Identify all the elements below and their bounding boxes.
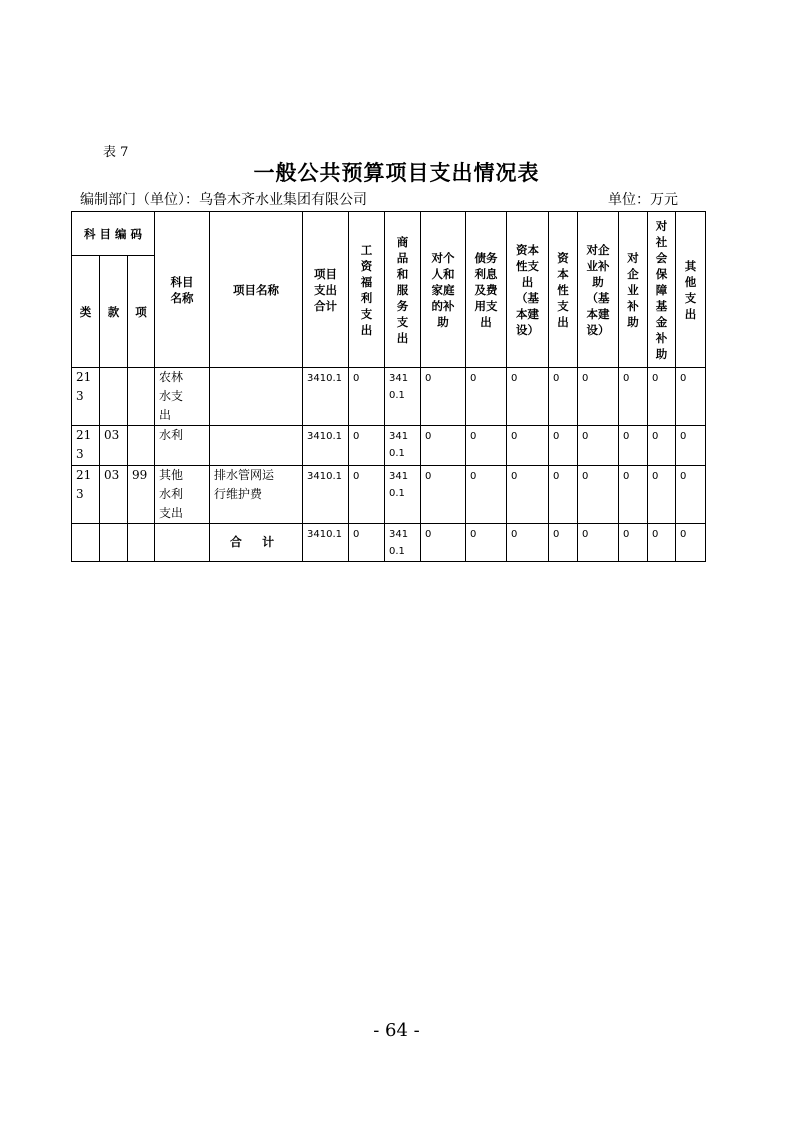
total-value-cell: 0 [648, 524, 676, 562]
total-value-cell: 0 [421, 524, 466, 562]
amount-header: 对社会保障基金补助 [648, 212, 676, 368]
value-cell: 0 [578, 368, 619, 426]
value-cell: 0 [349, 426, 385, 466]
value-cell: 0 [676, 466, 706, 524]
department-line: 编制部门（单位）：乌鲁木齐水业集团有限公司 [80, 192, 367, 208]
value-cell: 3410.1 [385, 426, 421, 466]
value-cell: 0 [648, 368, 676, 426]
subject-cell: 其他水利支出 [155, 466, 210, 524]
table-row [72, 426, 706, 466]
value-cell: 0 [549, 368, 578, 426]
value-cell: 0 [676, 426, 706, 466]
table-label: 表 7 [103, 145, 129, 160]
code-lei-cell: 213 [72, 426, 100, 466]
amount-header: 项目支出合计 [303, 212, 349, 368]
code-xiang-header: 项 [128, 256, 155, 368]
total-value-cell: 0 [549, 524, 578, 562]
total-value-cell: 0 [676, 524, 706, 562]
value-cell: 0 [578, 466, 619, 524]
total-label: 合 计 [210, 524, 303, 562]
value-cell: 0 [648, 426, 676, 466]
project-cell: 排水管网运行维护费 [210, 466, 303, 524]
amount-header: 其他支出 [676, 212, 706, 368]
value-cell: 0 [421, 368, 466, 426]
total-value-cell: 0 [619, 524, 648, 562]
amount-header: 债务利息及费用支出 [466, 212, 507, 368]
total-value-cell: 0 [349, 524, 385, 562]
value-cell: 0 [349, 466, 385, 524]
total-value-cell: 0 [507, 524, 549, 562]
value-cell: 0 [676, 368, 706, 426]
value-cell: 3410.1 [303, 368, 349, 426]
amount-header: 对个人和家庭的补助 [421, 212, 466, 368]
code-lei-cell: 213 [72, 368, 100, 426]
code-xiang-cell [128, 426, 155, 466]
amount-header: 对企业补助 [619, 212, 648, 368]
value-cell: 0 [507, 426, 549, 466]
total-value-cell: 0 [578, 524, 619, 562]
total-value-cell: 0 [466, 524, 507, 562]
value-cell: 0 [507, 368, 549, 426]
table-row [72, 466, 706, 524]
amount-header: 资本性支出（基本建设） [507, 212, 549, 368]
subject-name-header: 科目名称 [155, 212, 210, 368]
value-cell: 3410.1 [385, 466, 421, 524]
value-cell: 0 [466, 466, 507, 524]
code-kuan-cell: 03 [100, 466, 128, 524]
value-cell: 0 [648, 466, 676, 524]
page-title: 一般公共预算项目支出情况表 [253, 161, 540, 185]
value-cell: 0 [421, 426, 466, 466]
value-cell: 0 [619, 426, 648, 466]
code-xiang-cell [128, 368, 155, 426]
empty-cell [72, 524, 100, 562]
code-lei-cell: 213 [72, 466, 100, 524]
empty-cell [100, 524, 128, 562]
total-value-cell: 3410.1 [385, 524, 421, 562]
value-cell: 3410.1 [385, 368, 421, 426]
unit-line: 单位：万元 [608, 192, 678, 208]
amount-header: 工资福利支出 [349, 212, 385, 368]
value-cell: 0 [466, 426, 507, 466]
project-cell [210, 368, 303, 426]
value-cell: 0 [578, 426, 619, 466]
amount-header: 对企业补助（基本建设） [578, 212, 619, 368]
page-number: - 64 - [373, 1020, 420, 1041]
value-cell: 0 [466, 368, 507, 426]
code-lei-header: 类 [72, 256, 100, 368]
project-name-header: 项目名称 [210, 212, 303, 368]
empty-cell [155, 524, 210, 562]
subject-cell: 水利 [155, 426, 210, 466]
value-cell: 0 [549, 466, 578, 524]
budget-table [71, 211, 706, 562]
code-group-header: 科 目 编 码 [72, 212, 155, 256]
subject-cell: 农林水支出 [155, 368, 210, 426]
value-cell: 0 [619, 466, 648, 524]
total-row [72, 524, 706, 562]
value-cell: 0 [349, 368, 385, 426]
value-cell: 3410.1 [303, 466, 349, 524]
code-xiang-cell: 99 [128, 466, 155, 524]
value-cell: 0 [619, 368, 648, 426]
code-kuan-header: 款 [100, 256, 128, 368]
empty-cell [128, 524, 155, 562]
value-cell: 0 [549, 426, 578, 466]
value-cell: 0 [507, 466, 549, 524]
value-cell: 0 [421, 466, 466, 524]
header-row-1 [72, 212, 706, 256]
amount-header: 商品和服务支出 [385, 212, 421, 368]
amount-header: 资本性支出 [549, 212, 578, 368]
table-row [72, 368, 706, 426]
code-kuan-cell: 03 [100, 426, 128, 466]
value-cell: 3410.1 [303, 426, 349, 466]
total-value-cell: 3410.1 [303, 524, 349, 562]
code-kuan-cell [100, 368, 128, 426]
project-cell [210, 426, 303, 466]
